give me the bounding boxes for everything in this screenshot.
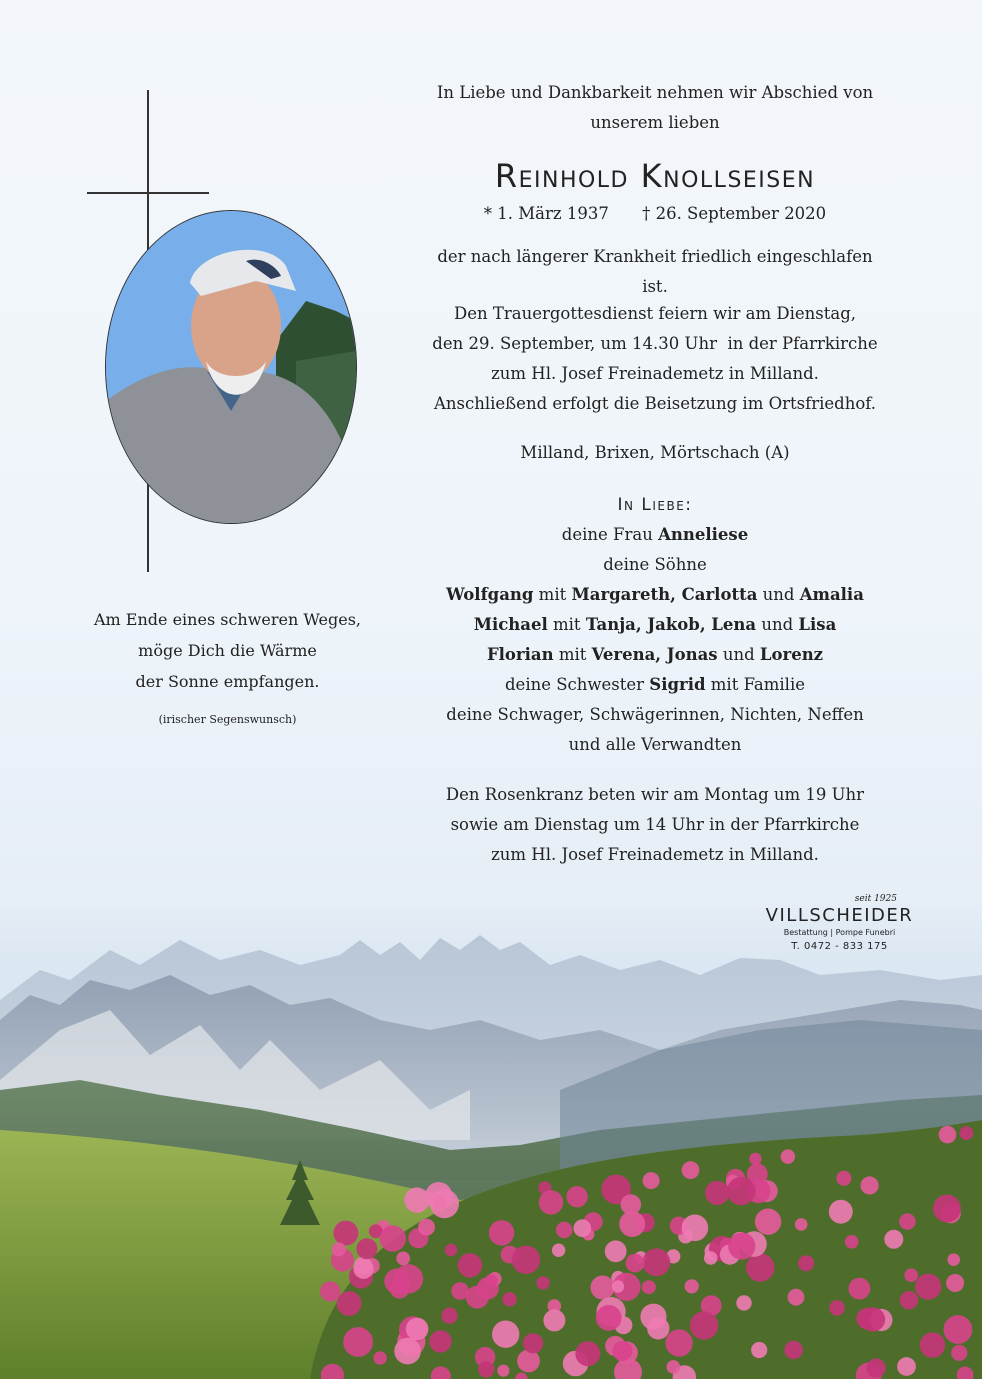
flower xyxy=(849,1278,871,1300)
flower xyxy=(536,1276,549,1289)
flower xyxy=(396,1252,410,1266)
flower xyxy=(798,1255,814,1271)
family-member-name: Verena, Jonas xyxy=(591,645,718,664)
flower xyxy=(642,1280,656,1294)
flower xyxy=(539,1190,563,1214)
family-member-name: Amalia xyxy=(799,585,864,604)
death-date: † 26. September 2020 xyxy=(642,204,827,223)
flower xyxy=(502,1292,516,1306)
flower xyxy=(596,1305,622,1331)
flower xyxy=(478,1361,494,1377)
family-line-text: mit xyxy=(553,645,592,664)
logo-phone: T. 0472 - 833 175 xyxy=(791,941,888,952)
flower xyxy=(394,1338,421,1365)
flower xyxy=(836,1171,851,1186)
family-line xyxy=(400,580,910,610)
family-line xyxy=(400,610,910,640)
flower xyxy=(566,1186,587,1207)
flower xyxy=(552,1244,565,1257)
flower xyxy=(897,1357,916,1376)
flower xyxy=(612,1341,632,1361)
flower xyxy=(944,1315,973,1344)
flower xyxy=(543,1309,565,1331)
flower xyxy=(946,1274,964,1292)
flower xyxy=(320,1281,340,1301)
intro-line: unserem lieben xyxy=(590,113,720,132)
flower xyxy=(523,1333,543,1353)
passing-text: der nach längerer Krankheit friedlich eingeschlafen ist. xyxy=(437,247,873,296)
flower xyxy=(728,1233,755,1260)
family-line xyxy=(400,640,910,670)
flower xyxy=(643,1172,660,1189)
flower xyxy=(899,1213,915,1229)
family-line-text: und alle Verwandten xyxy=(568,735,742,754)
family-line xyxy=(400,700,910,730)
flower xyxy=(682,1161,700,1179)
flower xyxy=(704,1251,718,1265)
birth-date: * 1. März 1937 xyxy=(483,204,609,223)
flower xyxy=(915,1274,941,1300)
family-line-text: deine Schwester xyxy=(505,675,650,694)
quote-line: Am Ende eines schweren Weges, xyxy=(93,610,361,629)
flower xyxy=(356,1238,377,1259)
family-member-name: Tanja, Jakob, Lena xyxy=(585,615,757,634)
flower xyxy=(556,1222,572,1238)
flower xyxy=(497,1365,509,1377)
service-line: zum Hl. Josef Freinademetz in Milland. xyxy=(491,364,819,383)
logo-since: seit 1925 xyxy=(854,894,897,904)
flower xyxy=(685,1279,699,1293)
flower xyxy=(795,1218,808,1231)
flower xyxy=(960,1126,974,1140)
flower xyxy=(337,1291,362,1316)
service-line: Anschließend erfolgt die Beisetzung im Ortsfriedhof. xyxy=(433,394,877,413)
flower xyxy=(829,1200,853,1224)
rosary-line: sowie am Dienstag um 14 Uhr in der Pfarrkirche xyxy=(450,815,860,834)
flower xyxy=(845,1235,859,1249)
intro-line: In Liebe und Dankbarkeit nehmen wir Abschied von xyxy=(436,83,874,102)
flower xyxy=(690,1311,718,1339)
quote-line: möge Dich die Wärme xyxy=(138,641,317,660)
family-title: In Liebe: xyxy=(617,495,693,515)
flower xyxy=(666,1329,693,1356)
flower xyxy=(374,1351,387,1364)
flower xyxy=(788,1289,805,1306)
flower xyxy=(425,1182,452,1209)
flower xyxy=(605,1240,627,1262)
flower xyxy=(736,1295,751,1310)
quote-line: der Sonne empfangen. xyxy=(135,672,320,691)
flower xyxy=(829,1300,845,1316)
service-line: den 29. September, um 14.30 Uhr in der Pfarrkirche xyxy=(432,334,878,353)
flower xyxy=(612,1280,624,1292)
flower xyxy=(951,1345,967,1361)
flower xyxy=(429,1330,451,1352)
flower xyxy=(751,1342,767,1358)
flower xyxy=(574,1219,592,1237)
blessing-quote xyxy=(85,604,370,697)
family-line xyxy=(400,670,910,700)
family-line-text: und xyxy=(717,645,760,664)
flower xyxy=(755,1209,781,1235)
portrait-illustration xyxy=(106,211,356,523)
cross-horizontal xyxy=(87,192,209,194)
flower xyxy=(643,1248,671,1276)
flower xyxy=(933,1195,961,1223)
family-line-text: mit xyxy=(547,615,586,634)
flower xyxy=(492,1321,519,1348)
family-member-name: Wolfgang xyxy=(446,585,534,604)
flower xyxy=(939,1126,957,1144)
flower xyxy=(781,1149,795,1163)
flower xyxy=(746,1253,774,1281)
flower xyxy=(343,1327,373,1357)
family-member-name: Anneliese xyxy=(658,525,749,544)
funeral-home-logo xyxy=(752,893,927,955)
family-line-text: und xyxy=(756,615,799,634)
flower xyxy=(512,1246,540,1274)
flower xyxy=(867,1359,886,1378)
rosary-line: zum Hl. Josef Freinademetz in Milland. xyxy=(491,845,819,864)
family-line xyxy=(400,520,910,550)
flower xyxy=(404,1187,429,1212)
flower xyxy=(647,1317,669,1339)
flower xyxy=(485,1274,498,1287)
flower xyxy=(489,1220,514,1245)
flower xyxy=(380,1225,406,1251)
flower xyxy=(920,1332,945,1357)
funeral-service-text xyxy=(430,299,880,419)
flower xyxy=(354,1257,372,1275)
family-line-text: mit Familie xyxy=(705,675,805,694)
flower xyxy=(900,1291,918,1309)
family-member-name: Lorenz xyxy=(759,645,824,664)
flower xyxy=(626,1254,645,1273)
family-member-name: Margareth, Carlotta xyxy=(571,585,758,604)
flower xyxy=(884,1230,903,1249)
family-member-name: Lisa xyxy=(798,615,837,634)
flower xyxy=(517,1350,540,1373)
intro-text xyxy=(430,78,880,138)
family-member-name: Florian xyxy=(486,645,554,664)
flower xyxy=(591,1276,615,1300)
family-member-name: Michael xyxy=(473,615,548,634)
portrait-photo xyxy=(105,210,357,524)
family-line xyxy=(400,550,910,580)
rosary-text xyxy=(430,780,880,870)
flower xyxy=(904,1268,918,1282)
flower xyxy=(619,1211,645,1237)
flower xyxy=(705,1181,729,1205)
flower xyxy=(727,1177,755,1205)
family-line-text: deine Frau xyxy=(561,525,659,544)
logo-subtitle: Bestattung | Pompe Funebri xyxy=(783,928,896,937)
flower xyxy=(445,1244,458,1257)
flower xyxy=(861,1307,885,1331)
family-section xyxy=(400,490,910,760)
flower xyxy=(667,1360,681,1374)
flower xyxy=(575,1341,600,1366)
family-lines xyxy=(400,520,910,760)
flower xyxy=(458,1253,482,1277)
flower xyxy=(682,1215,709,1242)
flower xyxy=(441,1308,457,1324)
flower xyxy=(861,1176,879,1194)
family-line-text: und xyxy=(757,585,800,604)
family-line-text: deine Söhne xyxy=(603,555,707,574)
life-dates xyxy=(430,199,880,229)
flower xyxy=(466,1286,489,1309)
places-text: Milland, Brixen, Mörtschach (A) xyxy=(520,443,790,462)
flower xyxy=(406,1318,429,1341)
quote-source: (irischer Segenswunsch) xyxy=(158,713,297,726)
flower xyxy=(418,1219,435,1236)
service-line: Den Trauergottesdienst feiern wir am Dienstag, xyxy=(453,304,856,323)
flower xyxy=(332,1242,346,1256)
family-member-name: Sigrid xyxy=(649,675,706,694)
family-line xyxy=(400,730,910,760)
flower xyxy=(784,1341,802,1359)
rosary-line: Den Rosenkranz beten wir am Montag um 19 Uhr xyxy=(445,785,865,804)
deceased-name: Reinhold Knollseisen xyxy=(494,157,816,195)
flower xyxy=(334,1221,359,1246)
logo-name: VILLSCHEIDER xyxy=(765,905,914,926)
flower xyxy=(947,1253,960,1266)
flower xyxy=(749,1153,761,1165)
family-line-text: mit xyxy=(533,585,572,604)
family-line-text: deine Schwager, Schwägerinnen, Nichten, Neffen xyxy=(446,705,864,724)
flower xyxy=(384,1269,410,1295)
